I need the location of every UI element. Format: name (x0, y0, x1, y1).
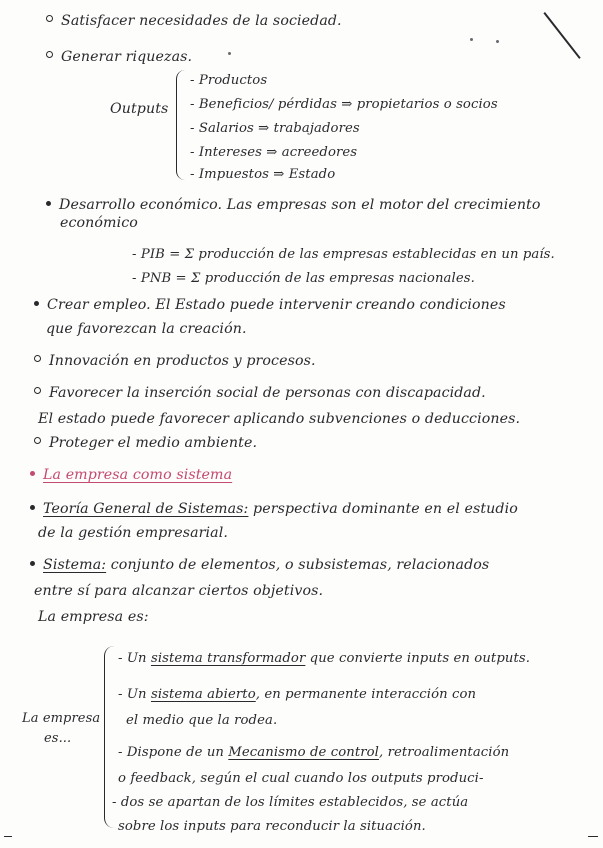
output-item: - Salarios ⇒ trabajadores (190, 121, 360, 136)
line-tgs (30, 500, 518, 518)
line-abierto-2: el medio que la rodea. (126, 713, 278, 728)
line-sistema (30, 556, 489, 574)
line-proteger: Proteger el medio ambiente. (34, 434, 257, 452)
def-control: , retroalimentación (379, 745, 510, 760)
line-tgs-2: de la gestión empresarial. (38, 525, 228, 541)
line-economico: económico (60, 215, 138, 231)
line-control (118, 744, 509, 762)
term-transformador: sistema transformador (150, 651, 306, 666)
term-control: Mecanismo de control (228, 745, 379, 760)
output-item: - Productos (190, 73, 268, 88)
outputs-brace (176, 70, 185, 180)
line-transformador (118, 650, 530, 668)
def-abierto: , en permanente interacción con (255, 687, 477, 702)
ink-dot (470, 38, 473, 41)
line-desarrollo: Desarrollo económico. Las empresas son el motor del crecimiento (46, 196, 541, 214)
left-label-1: La empresa (22, 711, 101, 726)
line-abierto (118, 686, 476, 704)
section-heading: La empresa como sistema (30, 466, 232, 484)
line-empleo-2: que favorezcan la creación. (46, 321, 247, 337)
output-item: - Impuestos ⇒ Estado (190, 167, 336, 182)
term-sistema: Sistema: (43, 557, 107, 573)
line-pnb: - PNB = Σ producción de las empresas nacionales. (132, 271, 475, 286)
line-generar: Generar riquezas. (46, 48, 192, 66)
line-favorecer-2: El estado puede favorecer aplicando subvenciones o deducciones. (38, 411, 521, 427)
output-item: - Beneficios/ pérdidas ⇒ propietarios o socios (190, 97, 498, 112)
pen-stroke-mark (588, 836, 598, 837)
line-innovacion: Innovación en productos y procesos. (34, 352, 316, 370)
def-sistema: conjunto de elementos, o subsistemas, relacionados (106, 557, 490, 573)
line-control-2: o feedback, según el cual cuando los outputs produci- (118, 771, 484, 786)
ink-dot (496, 40, 499, 43)
line-satisfacer: Satisfacer necesidades de la sociedad. (46, 12, 342, 30)
def-transformador: que convierte inputs en outputs. (305, 651, 531, 666)
dash: - Un (118, 651, 151, 666)
line-sistema-2: entre sí para alcanzar ciertos objetivos. (34, 583, 324, 599)
line-empleo: Crear empleo. El Estado puede intervenir creando condiciones (34, 296, 506, 314)
dash: - Dispone de un (118, 745, 229, 760)
left-label-2: es... (44, 731, 72, 746)
dash: - Un (118, 687, 151, 702)
term-abierto: sistema abierto (150, 687, 256, 702)
line-control-3: - dos se apartan de los límites establecidos, se actúa (112, 795, 469, 810)
def-tgs: perspectiva dominante en el estudio (248, 501, 518, 517)
term-tgs: Teoría General de Sistemas: (43, 501, 249, 517)
output-item: - Intereses ⇒ acreedores (190, 145, 358, 160)
line-favorecer: Favorecer la inserción social de personas con discapacidad. (34, 384, 486, 402)
pen-stroke-mark (4, 836, 12, 837)
ink-dot (228, 52, 231, 55)
line-pib: - PIB = Σ producción de las empresas establecidas en un país. (132, 247, 555, 262)
line-control-4: sobre los inputs para reconducir la situación. (118, 819, 426, 834)
line-empresa-es: La empresa es: (38, 609, 149, 625)
pen-stroke-mark (544, 12, 581, 59)
outputs-label: Outputs (110, 101, 169, 117)
